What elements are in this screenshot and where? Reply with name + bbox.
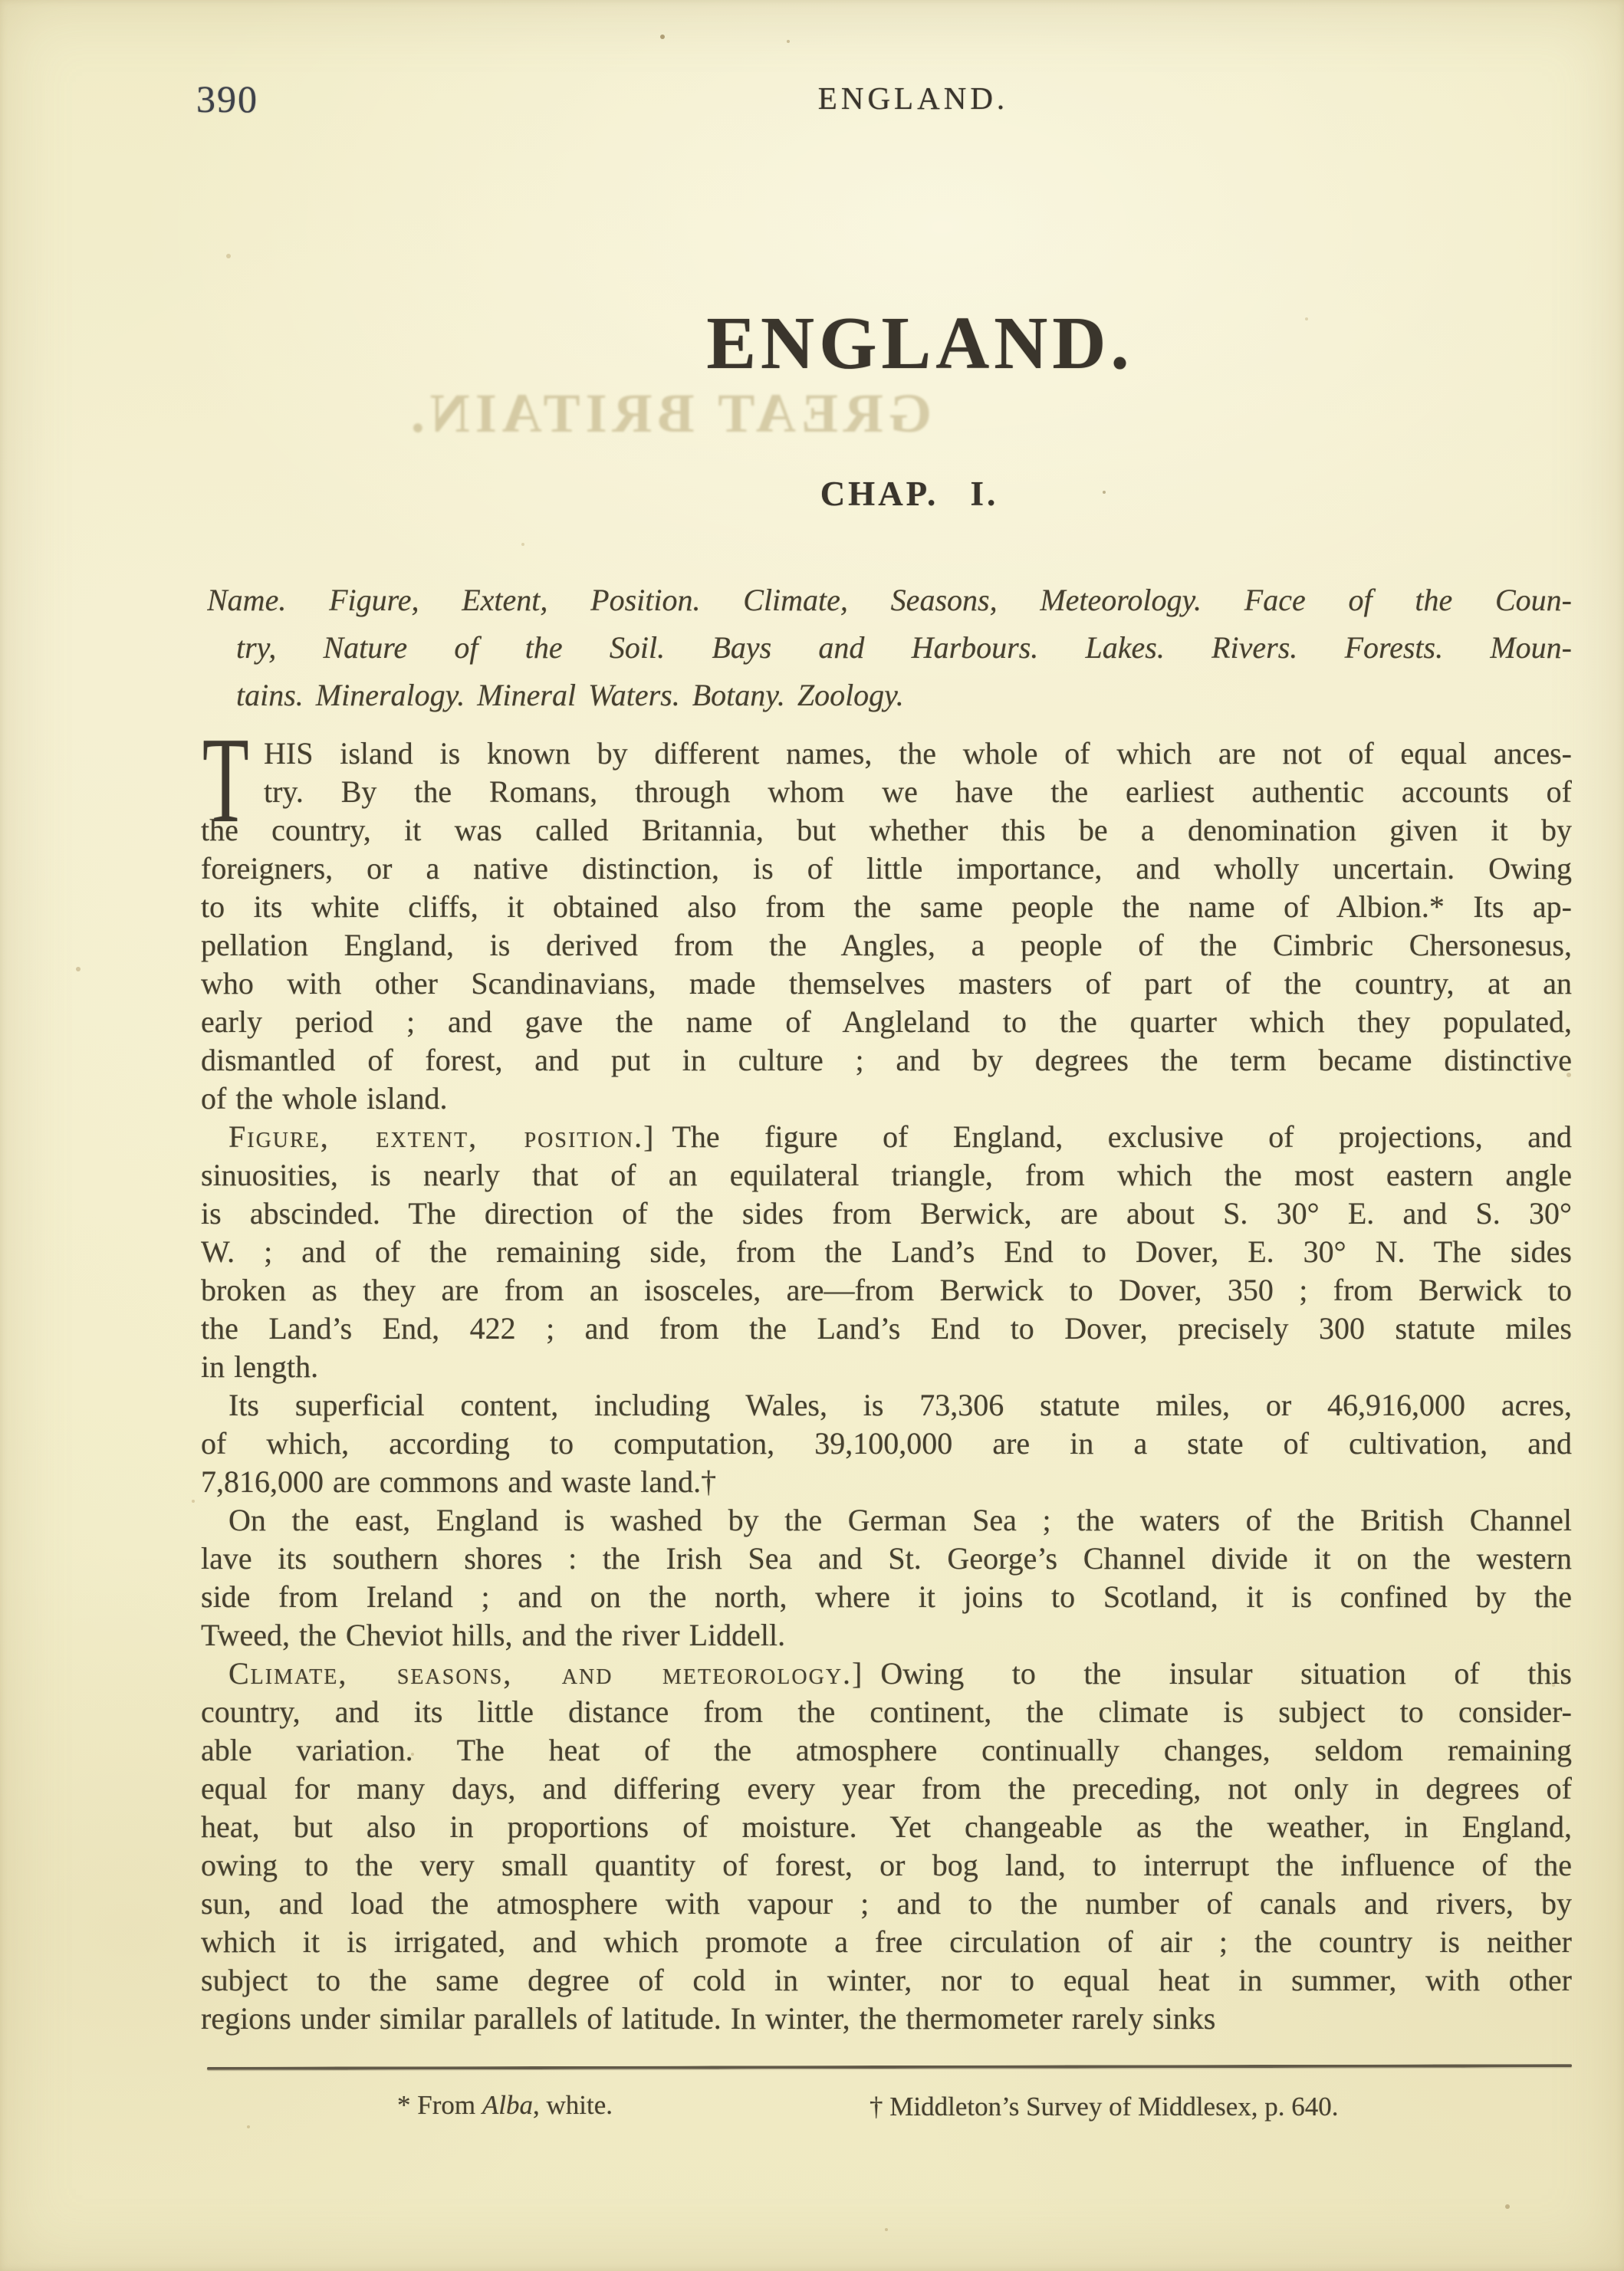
paragraph [201,1118,1572,1386]
footnotes [201,2090,1572,2136]
text-line: to its white cliffs, it obtained also from the same people the name of Albion.* Its ap- [201,889,1572,924]
text-line: side from Ireland ; and on the north, where it joins to Scotland, it is confined by the [201,1579,1572,1614]
paragraph [201,712,1572,1118]
paragraph [201,1386,1572,1501]
text-line: sinuosities, is nearly that of an equilateral triangle, from which the most eastern angle [201,1158,1572,1192]
summary-line: try, Nature of the Soil. Bays and Harbours. Lakes. Rivers. Forests. Moun- [236,630,1572,665]
running-header: ENGLAND. [817,81,1009,116]
text-line: is abscinded. The direction of the sides from Berwick, are about S. 30° E. and S. 30° [201,1196,1572,1231]
text-line: who with other Scandinavians, made themselves masters of part of the country, at an [201,966,1572,1001]
text-line: heat, but also in proportions of moisture. Yet changeable as the weather, in England, [201,1809,1572,1844]
footnote-rule [207,2064,1572,2070]
paper-specks [0,0,3,3]
bleedthrough-text: GREAT BRITAIN. [405,383,932,444]
footnote-marker: * [397,2090,411,2120]
paragraph [201,1501,1572,1655]
chapter-summary [207,577,1572,719]
text-line: which it is irrigated, and which promote a free circulation of air ; the country is neither [201,1924,1572,1959]
page-number: 390 [196,77,258,120]
footnote-asterisk [397,2090,613,2121]
text-line: lave its southern shores : the Irish Sea and St. George’s Channel divide it on the western [201,1541,1572,1576]
text-line: subject to the same degree of cold in winter, nor to equal heat in summer, with other [201,1963,1572,1997]
text-line: pellation England, is derived from the Angles, a people of the Cimbric Chersonesus, [201,928,1572,962]
text-line: the Land’s End, 422 ; and from the Land’s End to Dover, precisely 300 statute miles [201,1311,1572,1346]
text-line: regions under similar parallels of latitude. In winter, the thermometer rarely sinks [201,2001,1216,2036]
text-line: Its superficial content, including Wales, is 73,306 statute miles, or 46,916,000 acres, [228,1388,1572,1422]
chapter-number-heading: CHAP. I. [820,475,999,513]
section-lead: Climate, seasons, and meteorology.] [228,1656,864,1691]
text-line: broken as they are from an isosceles, are—from Berwick to Dover, 350 ; from Berwick to [201,1273,1572,1307]
footnote-dagger: † Middleton’s Survey of Middlesex, p. 640. [870,2092,1339,2121]
body-paragraphs [201,712,1572,2038]
text-line: equal for many days, and differing every year from the preceding, not only in degrees of [201,1771,1572,1806]
text-line: HIS island is known by different names, the whole of which are not of equal ances- [264,736,1572,771]
footnote-text: From [417,2090,476,2120]
text-line: On the east, England is washed by the German Sea ; the waters of the British Channel [228,1503,1572,1537]
text-line: country, and its little distance from the continent, the climate is subject to consider- [201,1694,1572,1729]
text-line: of the whole island. [201,1081,448,1116]
text-line: Tweed, the Cheviot hills, and the river Liddell. [201,1618,786,1652]
chapter-title: ENGLAND. [706,302,1134,384]
summary-line: Name. Figure, Extent, Position. Climate, Seasons, Meteorology. Face of the Coun- [207,583,1572,617]
text-line: try. By the Romans, through whom we have the earliest authentic accounts of [264,774,1572,809]
text-line: of which, according to computation, 39,100,000 are in a state of cultivation, and [201,1426,1572,1461]
text-line: W. ; and of the remaining side, from the Land’s End to Dover, E. 30° N. The sides [201,1234,1572,1269]
text-line: 7,816,000 are commons and waste land.† [201,1464,717,1499]
paragraph [201,1655,1572,2038]
text-line: foreigners, or a native distinction, is of little importance, and wholly uncertain. Owing [201,851,1572,886]
text-line: able variation. The heat of the atmosphere continually changes, seldom remaining [201,1733,1572,1767]
text-line: dismantled of forest, and put in culture ; and by degrees the term became distinctive [201,1043,1572,1077]
summary-line: tains. Mineralogy. Mineral Waters. Botany. Zoology. [236,678,904,712]
text-line: the country, it was called Britannia, but whether this be a denomination given it by [201,813,1572,847]
text-line: Climate, seasons, and meteorology.] Owing to the insular situation of this [228,1656,1572,1691]
footnote-text-post: , white. [532,2090,613,2120]
section-lead: Figure, extent, position.] [228,1119,656,1154]
text-line: Figure, extent, position.] The figure of England, exclusive of projections, and [228,1119,1572,1154]
footnote-italic: Alba [482,2090,533,2120]
text-line: early period ; and gave the name of Angleland to the quarter which they populated, [201,1004,1572,1039]
dropcap: T [202,712,249,848]
text-line: in length. [201,1349,319,1384]
text-line: sun, and load the atmosphere with vapour ; and to the number of canals and rivers, by [201,1886,1572,1921]
text-line: owing to the very small quantity of forest, or bog land, to interrupt the influence of the [201,1848,1572,1882]
